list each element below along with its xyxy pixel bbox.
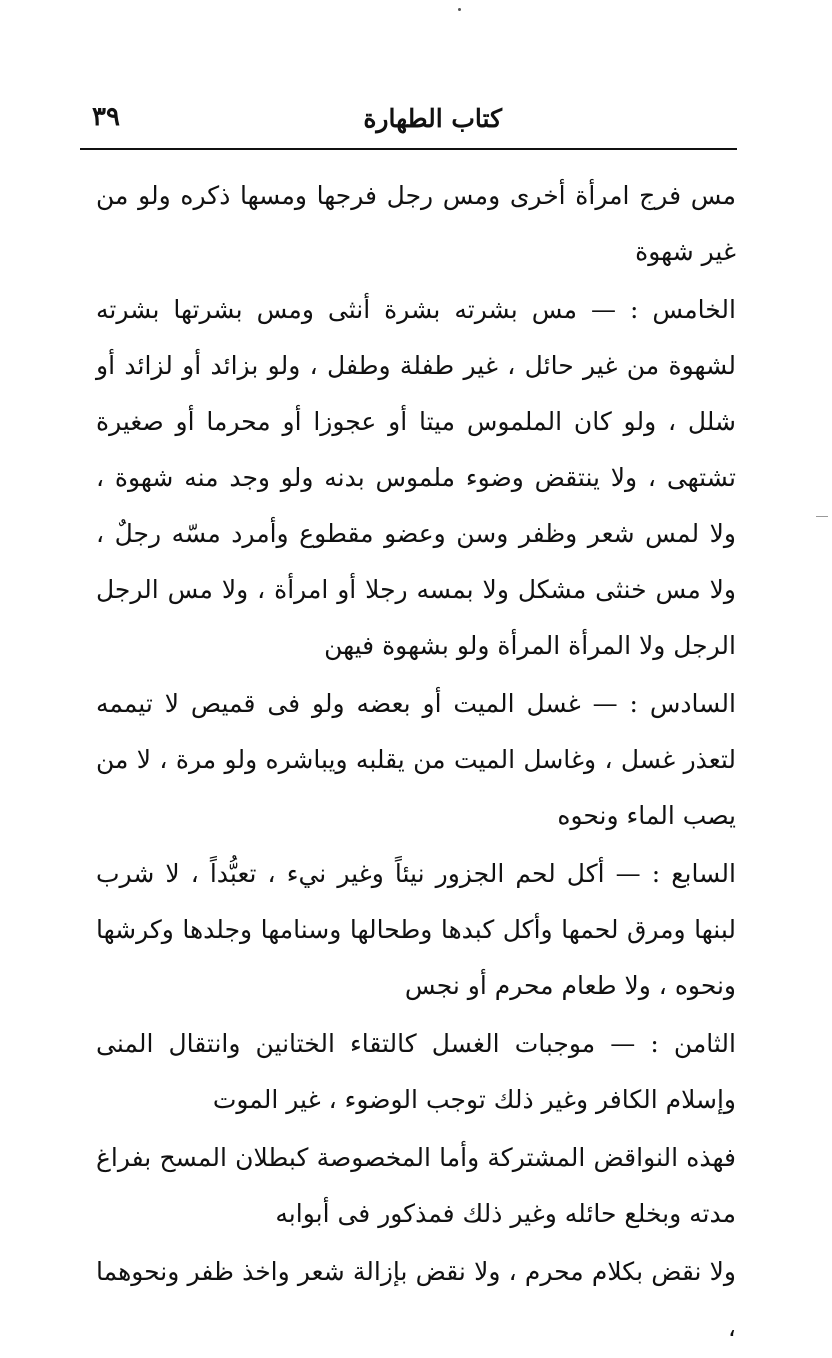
paragraph-seventh: السابع : — أكل لحم الجزور نيئاً وغير نيء ، تعبُّداً ، لا شرب لبنها ومرق لحمها وأكل كبدها وطحالها وسنامها وجلدها وكرشها ونحوه ، ولا طعام محرم أو نجس bbox=[96, 859, 736, 1000]
paragraph-sixth: السادس : — غسل الميت أو بعضه ولو فى قميص لا تيممه لتعذر غسل ، وغاسل الميت من يقلبه ويباشره ولو مرة ، لا من يصب الماء ونحوه bbox=[96, 689, 736, 830]
paragraph-fifth: الخامس : — مس بشرته بشرة أنثى ومس بشرتها بشرته لشهوة من غير حائل ، غير طفلة وطفل ، ولو بزائد أو لزائد أو شلل ، ولو كان الملموس ميتا أو عجوزا أو محرما أو صغيرة تشتهى ، ولا ينتقض وضوء ملموس بدنه ولو وجد منه شهوة ، ولا لمس شعر وظفر وسن وعضو مقطوع وأمرد مسّه رجلٌ ، ولا مس خنثى مشكل ولا بمسه رجلا أو امرأة ، ولا مس الرجل الرجل ولا المرأة المرأة ولو بشهوة فيهن bbox=[96, 295, 736, 660]
scan-speck bbox=[458, 8, 461, 11]
header-rule bbox=[80, 148, 737, 150]
paragraph-summary: فهذه النواقض المشتركة وأما المخصوصة كبطلان المسح بفراغ مدته وبخلع حائله وغير ذلك فمذكور فى أبوابه bbox=[96, 1143, 736, 1228]
chapter-title: كتاب الطهارة bbox=[363, 104, 502, 133]
page-number: ٣٩ bbox=[92, 102, 120, 132]
paragraph-continuation: مس فرج امرأة أخرى ومس رجل فرجها ومسها ذكره ولو من غير شهوة bbox=[96, 181, 736, 266]
paragraph-eighth: الثامن : — موجبات الغسل كالتقاء الختانين وانتقال المنى وإسلام الكافر وغير ذلك توجب الوضوء ، غير الموت bbox=[96, 1029, 736, 1114]
page-body bbox=[96, 168, 736, 1358]
running-header bbox=[80, 96, 737, 146]
margin-mark bbox=[816, 516, 828, 517]
paragraph-closing: ولا نقض بكلام محرم ، ولا نقض بإزالة شعر واخذ ظفر ونحوهما ، bbox=[96, 1257, 736, 1342]
